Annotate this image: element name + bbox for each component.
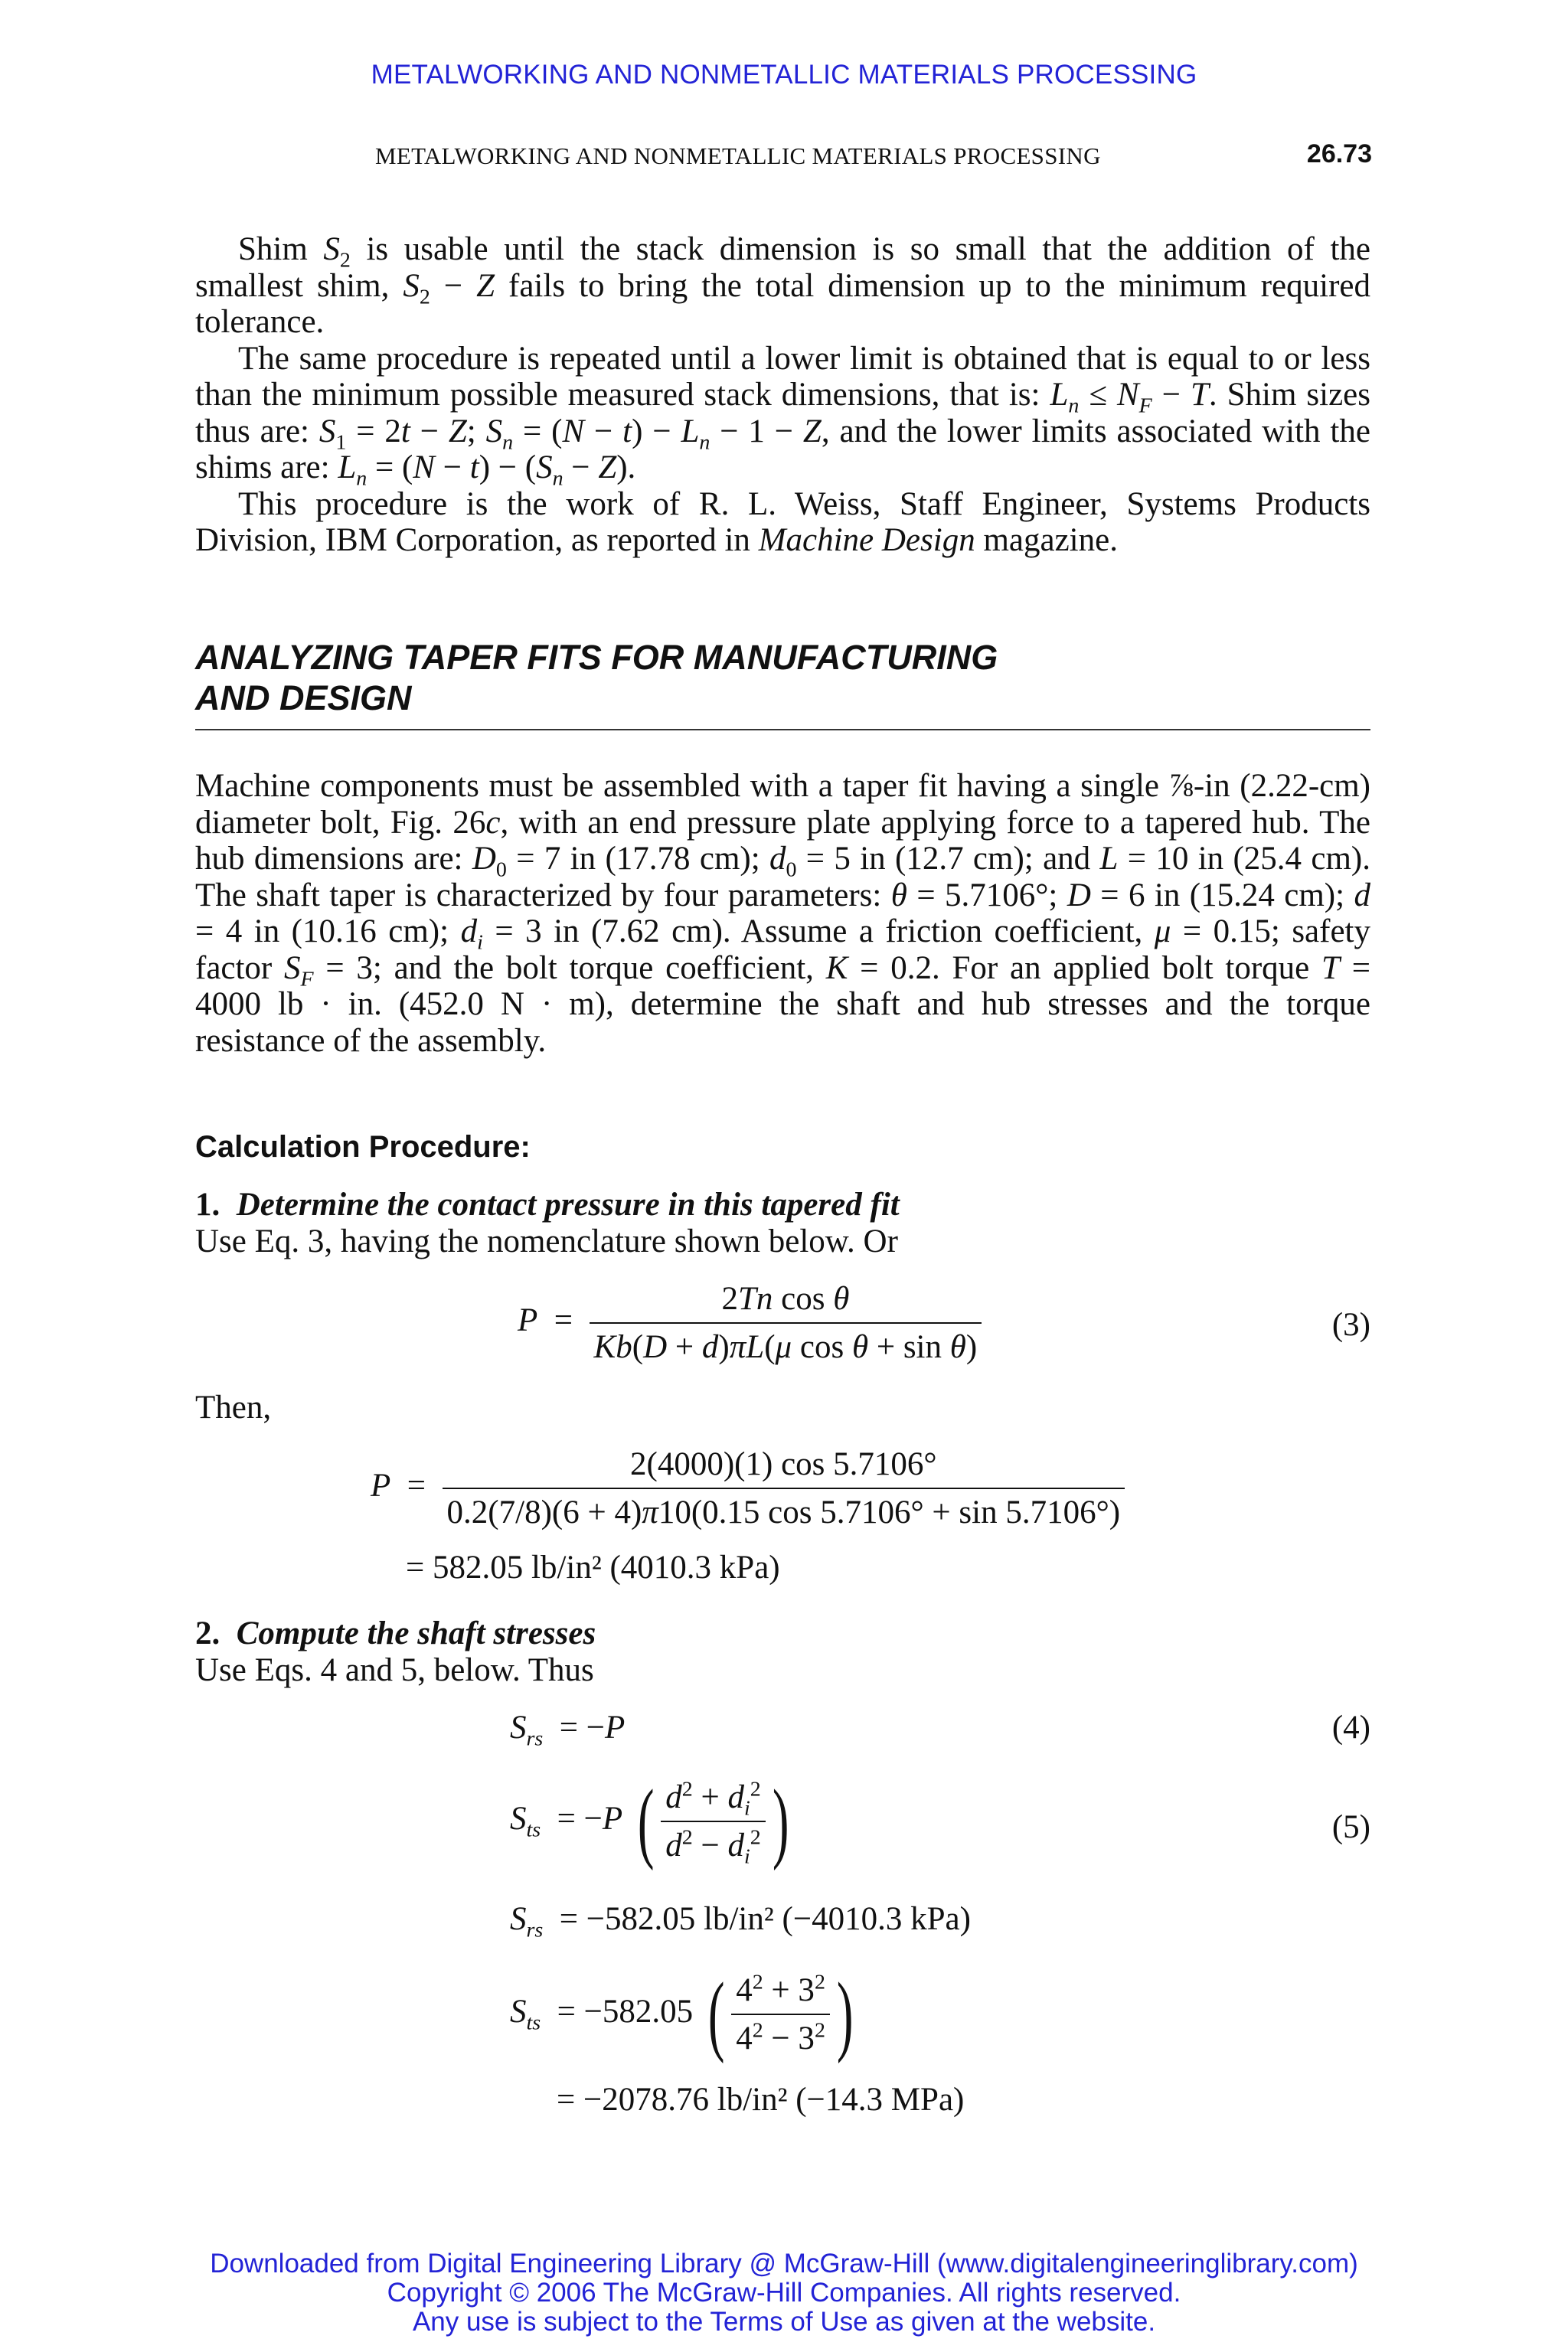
section-title-line1: ANALYZING TAPER FITS FOR MANUFACTURING <box>195 638 998 677</box>
equation-5-number: (5) <box>1331 1809 1370 1845</box>
equation-5: $S_{ts} = -P$ ( $\frac{d^2 + d_i^2}{d^2 - d_i^2}$ ) <box>510 1771 789 1871</box>
p-result: = 582.05 lb/in² (4010.3 kPa) <box>406 1550 780 1586</box>
download-banner: METALWORKING AND NONMETALLIC MATERIALS PROCESSING <box>371 60 1197 90</box>
footer-line-3: Any use is subject to the Terms of Use as given at the website. <box>412 2307 1156 2337</box>
equation-4-number: (4) <box>1331 1710 1370 1746</box>
section-heading <box>195 637 1370 730</box>
equation-3: P = $\frac{\text{2Tn cos θ}}{\text{Kb(D + d)πL(μ cos θ + sin θ)}}$ <box>518 1280 982 1366</box>
calculation-heading: Calculation Procedure: <box>195 1130 531 1164</box>
footer-line-2: Copyright © 2006 The McGraw-Hill Companies. All rights reserved. <box>387 2278 1181 2308</box>
step-1-number: 1. <box>195 1187 220 1223</box>
problem-statement: Machine components must be assembled with a taper fit having a single ⅞-in (2.22-cm) diameter bolt, Fig. 26c, with an end pressure plate applying force to a tapered hub. The hub dimensions are: $D_0 = 7$ in (17.78 cm); $d_0 = 5$ in (12.7 cm); and L = 10 in (25.4 cm). The shaft taper is characterized by four parameters: θ = 5.7106°; D = 6 in (15.24 cm); d = 4 in (10.16 cm); $d_i = 3$ in (7.62 cm). Assume a friction coefficient, μ = 0.15; safety factor $S_F = 3$; and the bolt torque coefficient, K = 0.2. For an applied bolt torque T = 4000 lb · in. (452.0 N · m), determine the shaft and hub stresses and the torque resistance of the assembly. <box>195 768 1370 1059</box>
paragraph-credit: This procedure is the work of R. L. Weiss, Staff Engineer, Systems Products Division, IBM Corporation, as reported in Machine Design magazine. <box>195 485 1370 558</box>
srs-result-line: $S_{rs} = -582.05$ lb/in² (−4010.3 kPa) <box>510 1901 971 1942</box>
footer-line-1[interactable]: Downloaded from Digital Engineering Library @ McGraw-Hill (www.digitalengineeringlibrary.com) <box>210 2249 1358 2278</box>
sts-result: = −2078.76 lb/in² (−14.3 MPa) <box>557 2082 965 2118</box>
step-2-number: 2. <box>195 1615 220 1651</box>
paragraph-shim: Shim $S_2$ is usable until the stack dimension is so small that the addition of the smallest shim, $S_2 - Z$ fails to bring the total dimension up to the minimum required tolerance. <box>195 231 1370 340</box>
then-label: Then, <box>195 1390 272 1426</box>
step-2 <box>195 1615 596 1689</box>
step-1 <box>195 1187 900 1260</box>
srs-result: −582.05 lb/in² (−4010.3 kPa) <box>586 1901 971 1937</box>
page-number: 26.73 <box>1306 139 1372 168</box>
step-2-intro: Use Eqs. 4 and 5, below. Thus <box>195 1652 594 1688</box>
intro-paragraphs <box>195 231 1370 559</box>
section-title-line2: AND DESIGN <box>195 678 412 717</box>
equation-4: $S_{rs} = -P$ <box>510 1710 626 1751</box>
step-2-title: Compute the shaft stresses <box>236 1615 596 1651</box>
step-1-intro: Use Eq. 3, having the nomenclature shown below. Or <box>195 1223 898 1259</box>
paragraph-procedure: The same procedure is repeated until a lower limit is obtained that is equal to or less than the minimum possible measured stack dimensions, that is: $L_n \le N_F - T$. Shim sizes thus are: $S_1 = 2t - Z$; $S_n = (N - t) - L_n - 1 - Z$, and the lower limits associated with the shims are: $L_n = (N - t) - (S_n - Z)$. <box>195 340 1370 491</box>
equation-3-number: (3) <box>1331 1307 1370 1343</box>
sts-numeric: $S_{ts} = -582.05$ ( $\frac{4^2 + 3^2}{4^2 - 3^2}$ ) <box>510 1964 854 2064</box>
equation-p-numeric: P = $\frac{2(4000)(1) \cos 5.7106^\circ}{0.2(7/8)(6 + 4)\pi 10(0.15 \cos 5.7106^\circ + \sin 5.7106^\circ)}$ <box>371 1446 1125 1531</box>
step-1-title: Determine the contact pressure in this tapered fit <box>236 1187 900 1223</box>
download-footer <box>0 2249 1568 2337</box>
running-head: METALWORKING AND NONMETALLIC MATERIALS PROCESSING <box>375 142 1101 169</box>
